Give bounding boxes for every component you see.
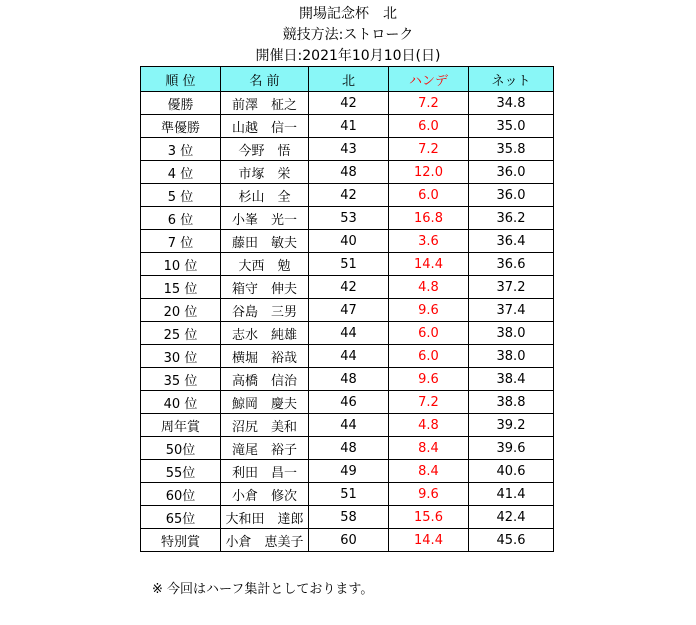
cell-name: 大和田 達郎 [221, 506, 309, 529]
table-row [141, 299, 554, 322]
cell-handicap: 6.0 [389, 115, 469, 138]
cell-handicap: 14.4 [389, 529, 469, 552]
results-table [140, 66, 554, 552]
cell-name: 小倉 修次 [221, 483, 309, 506]
cell-net: 42.4 [469, 506, 554, 529]
cell-rank: 35 位 [141, 368, 221, 391]
cell-rank: 65位 [141, 506, 221, 529]
cell-name: 滝尾 裕子 [221, 437, 309, 460]
event-title: 開場記念杯 北 [299, 6, 397, 22]
cell-handicap: 12.0 [389, 161, 469, 184]
table-row [141, 253, 554, 276]
cell-rank: 25 位 [141, 322, 221, 345]
table-row [141, 368, 554, 391]
cell-name: 小峯 光一 [221, 207, 309, 230]
table-row [141, 460, 554, 483]
cell-handicap: 3.6 [389, 230, 469, 253]
cell-name: 今野 悟 [221, 138, 309, 161]
cell-name: 鯨岡 慶夫 [221, 391, 309, 414]
table-row [141, 391, 554, 414]
cell-score: 40 [309, 230, 389, 253]
cell-score: 51 [309, 483, 389, 506]
cell-score: 58 [309, 506, 389, 529]
cell-rank: 40 位 [141, 391, 221, 414]
cell-name: 志水 純雄 [221, 322, 309, 345]
cell-name: 利田 昌一 [221, 460, 309, 483]
cell-name: 箱守 伸夫 [221, 276, 309, 299]
column-header-net: ネット [469, 67, 554, 92]
cell-handicap: 8.4 [389, 437, 469, 460]
event-date: 開催日:2021年10月10日(日) [255, 48, 441, 64]
cell-rank: 特別賞 [141, 529, 221, 552]
cell-net: 39.6 [469, 437, 554, 460]
table-row [141, 506, 554, 529]
cell-rank: 周年賞 [141, 414, 221, 437]
cell-handicap: 8.4 [389, 460, 469, 483]
cell-score: 44 [309, 322, 389, 345]
cell-net: 38.8 [469, 391, 554, 414]
cell-score: 44 [309, 345, 389, 368]
cell-handicap: 4.8 [389, 276, 469, 299]
cell-net: 36.4 [469, 230, 554, 253]
cell-rank: 60位 [141, 483, 221, 506]
cell-handicap: 9.6 [389, 368, 469, 391]
cell-score: 43 [309, 138, 389, 161]
cell-net: 36.6 [469, 253, 554, 276]
cell-net: 36.0 [469, 161, 554, 184]
cell-net: 36.0 [469, 184, 554, 207]
cell-score: 42 [309, 184, 389, 207]
table-row [141, 437, 554, 460]
table-row [141, 138, 554, 161]
cell-name: 沼尻 美和 [221, 414, 309, 437]
column-header-name: 名 前 [221, 67, 309, 92]
cell-handicap: 9.6 [389, 483, 469, 506]
cell-net: 38.0 [469, 322, 554, 345]
header-row [141, 67, 554, 92]
cell-handicap: 14.4 [389, 253, 469, 276]
cell-handicap: 9.6 [389, 299, 469, 322]
table-row [141, 115, 554, 138]
cell-name: 杉山 全 [221, 184, 309, 207]
cell-net: 38.0 [469, 345, 554, 368]
cell-net: 35.0 [469, 115, 554, 138]
cell-name: 前澤 柾之 [221, 92, 309, 115]
cell-score: 48 [309, 437, 389, 460]
cell-name: 谷島 三男 [221, 299, 309, 322]
table-row [141, 184, 554, 207]
table-row [141, 230, 554, 253]
table-row [141, 92, 554, 115]
cell-net: 34.8 [469, 92, 554, 115]
footnote: ※ 今回はハーフ集計としております。 [152, 582, 374, 597]
cell-score: 46 [309, 391, 389, 414]
cell-handicap: 16.8 [389, 207, 469, 230]
cell-rank: 3 位 [141, 138, 221, 161]
cell-name: 山越 信一 [221, 115, 309, 138]
cell-rank: 20 位 [141, 299, 221, 322]
cell-name: 高橋 信治 [221, 368, 309, 391]
cell-rank: 5 位 [141, 184, 221, 207]
cell-rank: 7 位 [141, 230, 221, 253]
cell-rank: 準優勝 [141, 115, 221, 138]
cell-net: 36.2 [469, 207, 554, 230]
cell-handicap: 7.2 [389, 92, 469, 115]
cell-rank: 10 位 [141, 253, 221, 276]
cell-net: 39.2 [469, 414, 554, 437]
cell-rank: 30 位 [141, 345, 221, 368]
cell-handicap: 15.6 [389, 506, 469, 529]
cell-net: 45.6 [469, 529, 554, 552]
table-row [141, 414, 554, 437]
cell-net: 37.4 [469, 299, 554, 322]
cell-score: 44 [309, 414, 389, 437]
cell-name: 市塚 栄 [221, 161, 309, 184]
column-header-rank: 順 位 [141, 67, 221, 92]
table-row [141, 345, 554, 368]
cell-net: 37.2 [469, 276, 554, 299]
cell-score: 47 [309, 299, 389, 322]
cell-rank: 15 位 [141, 276, 221, 299]
cell-name: 横堀 裕哉 [221, 345, 309, 368]
cell-handicap: 6.0 [389, 322, 469, 345]
cell-name: 藤田 敏夫 [221, 230, 309, 253]
cell-handicap: 4.8 [389, 414, 469, 437]
cell-handicap: 6.0 [389, 345, 469, 368]
cell-name: 大西 勉 [221, 253, 309, 276]
table-row [141, 483, 554, 506]
cell-score: 48 [309, 368, 389, 391]
cell-score: 60 [309, 529, 389, 552]
cell-score: 51 [309, 253, 389, 276]
cell-score: 49 [309, 460, 389, 483]
cell-score: 41 [309, 115, 389, 138]
table-row [141, 322, 554, 345]
cell-handicap: 7.2 [389, 391, 469, 414]
cell-score: 42 [309, 92, 389, 115]
competition-format: 競技方法:ストローク [282, 27, 414, 43]
column-header-handicap: ハンデ [389, 67, 469, 92]
table-row [141, 207, 554, 230]
cell-rank: 55位 [141, 460, 221, 483]
table-row [141, 276, 554, 299]
cell-rank: 50位 [141, 437, 221, 460]
column-header-score: 北 [309, 67, 389, 92]
cell-name: 小倉 恵美子 [221, 529, 309, 552]
cell-net: 41.4 [469, 483, 554, 506]
cell-score: 53 [309, 207, 389, 230]
cell-score: 42 [309, 276, 389, 299]
cell-rank: 6 位 [141, 207, 221, 230]
table-row [141, 161, 554, 184]
cell-net: 40.6 [469, 460, 554, 483]
cell-handicap: 6.0 [389, 184, 469, 207]
table-row [141, 529, 554, 552]
cell-net: 35.8 [469, 138, 554, 161]
cell-net: 38.4 [469, 368, 554, 391]
cell-handicap: 7.2 [389, 138, 469, 161]
cell-rank: 優勝 [141, 92, 221, 115]
cell-score: 48 [309, 161, 389, 184]
cell-rank: 4 位 [141, 161, 221, 184]
